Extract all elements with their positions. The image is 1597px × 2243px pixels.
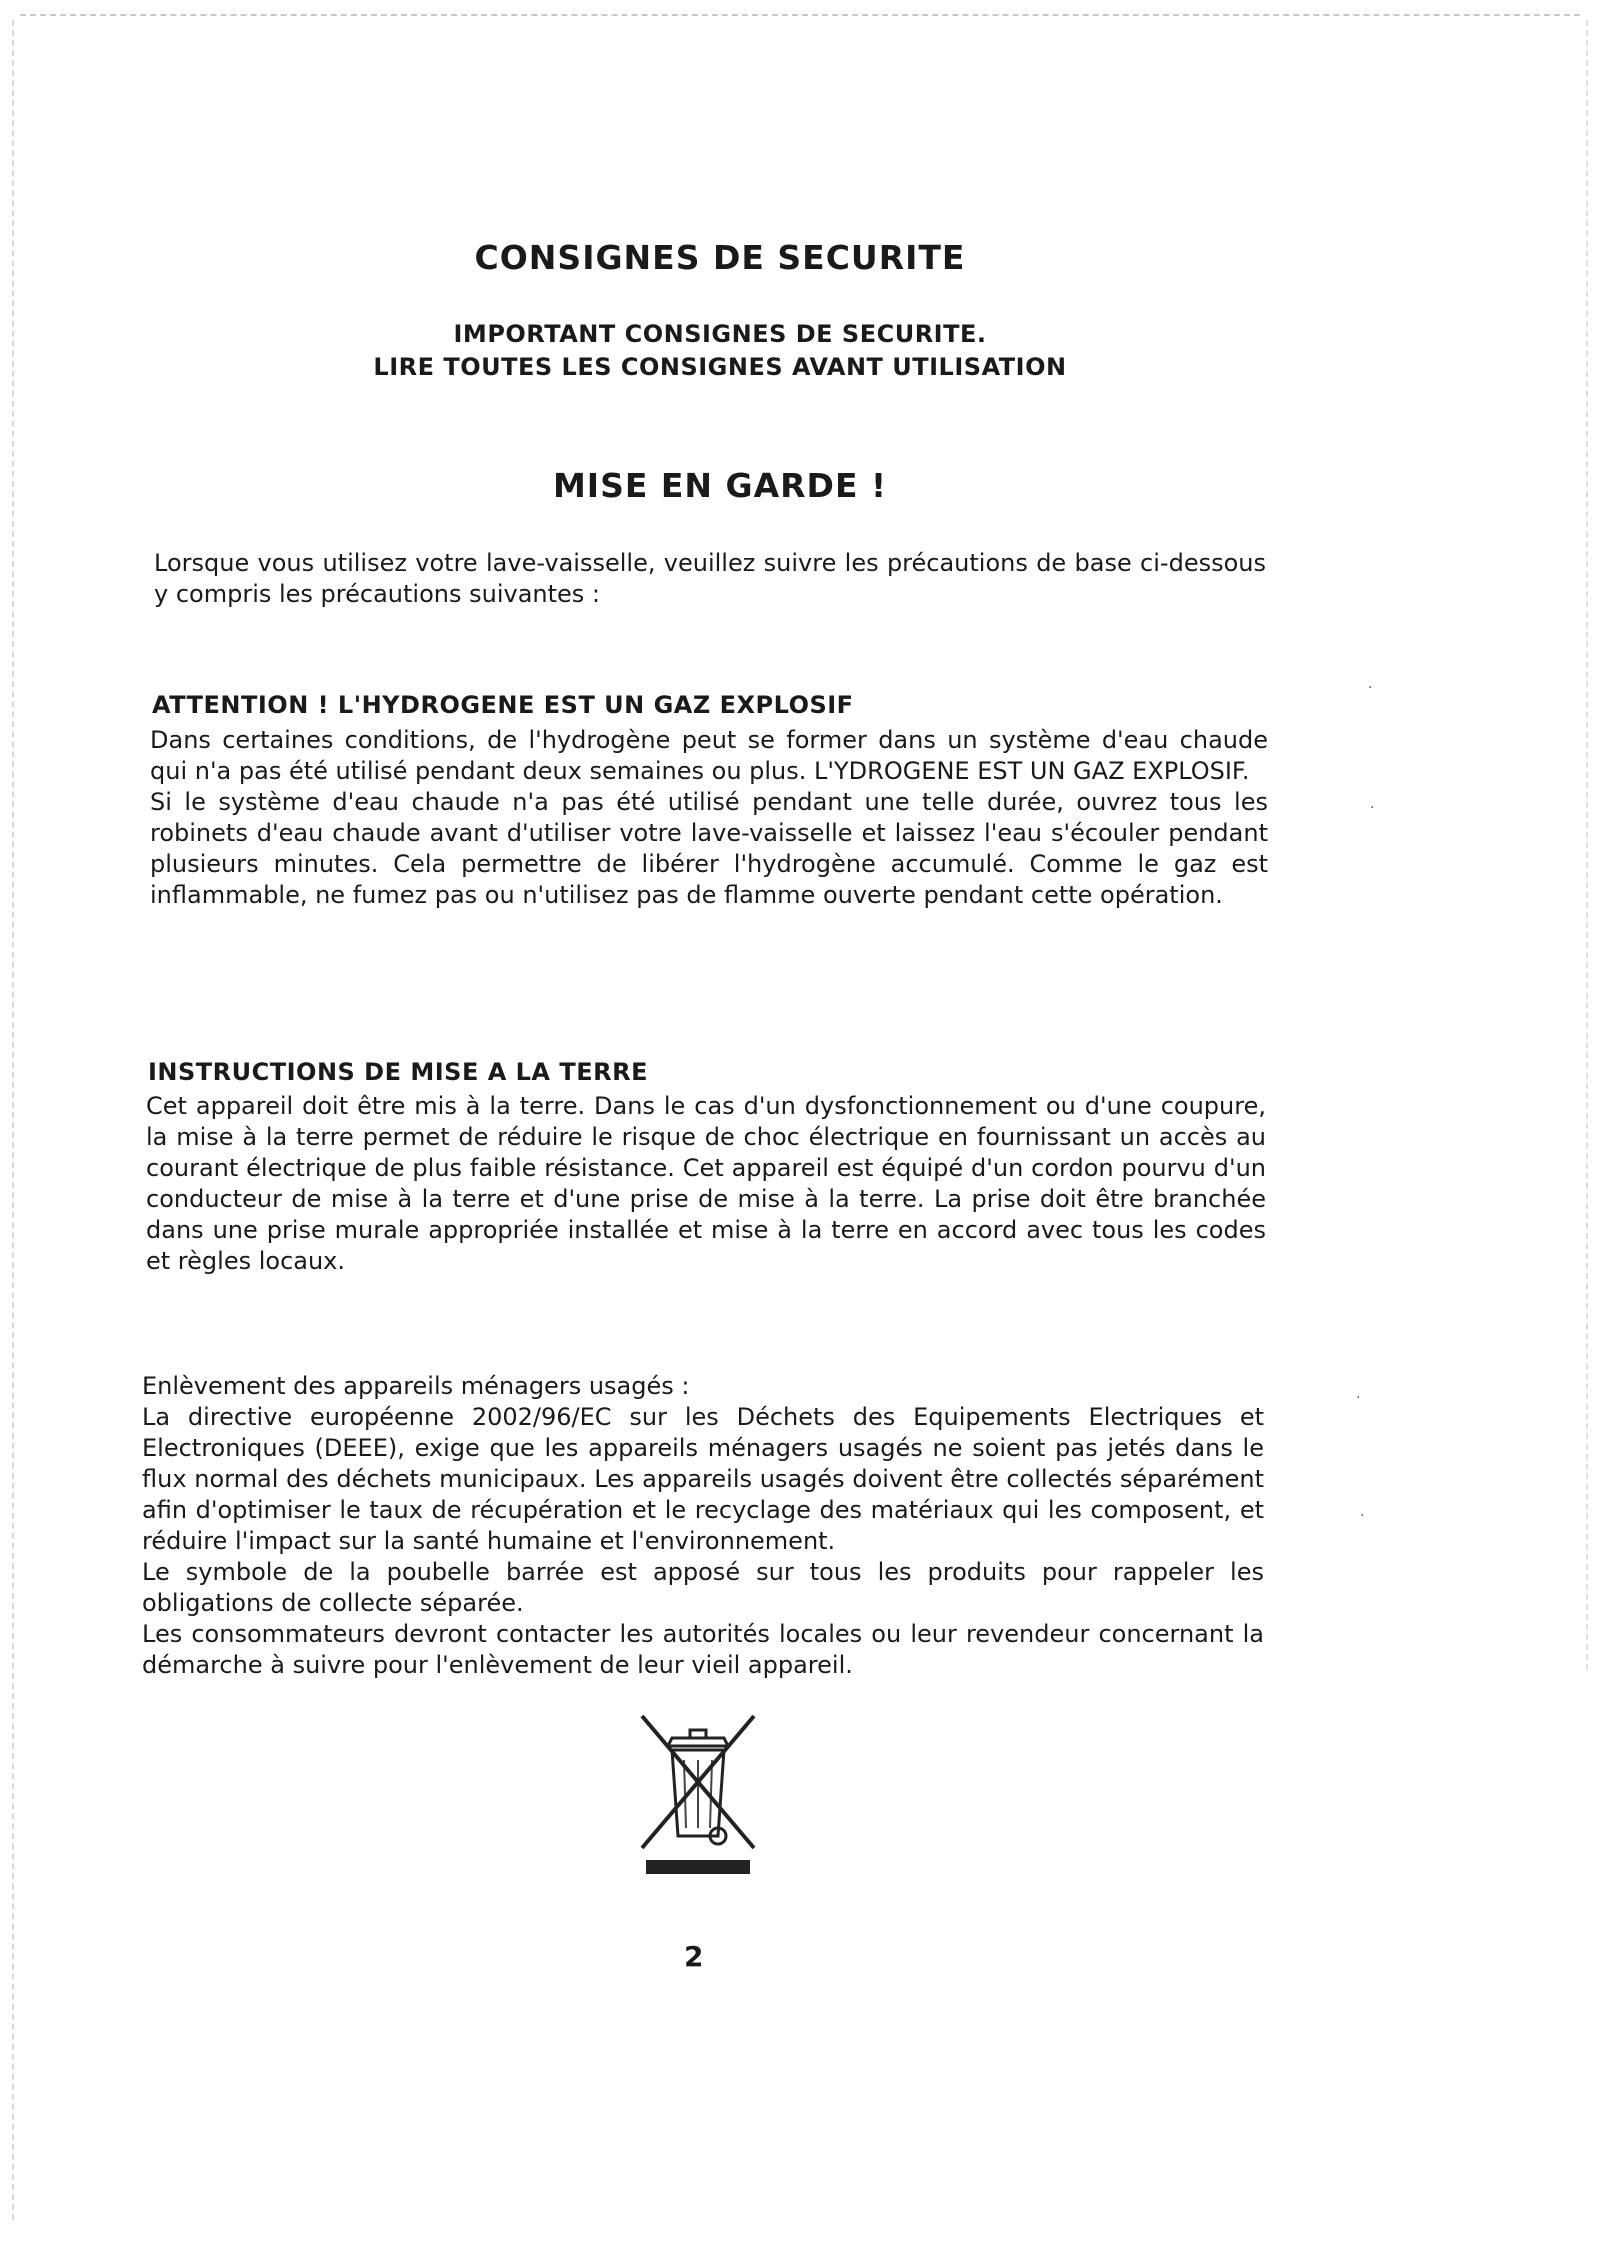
hydrogen-heading: ATTENTION ! L'HYDROGENE EST UN GAZ EXPLOSIF	[152, 691, 854, 719]
subtitle-important: IMPORTANT CONSIGNES DE SECURITE.	[453, 320, 987, 348]
disposal-paragraph-1: La directive européenne 2002/96/EC sur les Déchets des Equipements Electriques et Electroniques (DEEE), exige que les appareils ménagers usagés ne soient pas jetés dans le flux normal des déchets municipaux. Les appareils usagés doivent être collectés séparément afin d'optimiser le taux de récupération et le recyclage des matériaux qui les composent, et réduire l'impact sur la santé humaine et l'environnement.	[142, 1403, 1264, 1555]
disposal-section	[142, 1371, 1264, 1681]
hydrogen-section	[150, 725, 1268, 911]
scan-speck: ·	[1356, 1390, 1361, 1406]
disposal-paragraph-2: Le symbole de la poubelle barrée est apposé sur tous les produits pour rappeler les obligations de collecte séparée.	[142, 1558, 1264, 1617]
scan-speck: ·	[1368, 680, 1373, 696]
scan-edge-left	[12, 20, 14, 2220]
scan-speck: ·	[1360, 1508, 1365, 1524]
page-number: 2	[684, 1940, 704, 1973]
document-title: CONSIGNES DE SECURITE	[474, 238, 966, 277]
hydrogen-paragraph-2: Si le système d'eau chaude n'a pas été utilisé pendant une telle durée, ouvrez tous les robinets d'eau chaude avant d'utiliser votre lave-vaisselle et laissez l'eau s'écouler pendant plusieurs minutes. Cela permettre de libérer l'hydrogène accumulé. Comme le gaz est inflammable, ne fumez pas ou n'utilisez pas de flamme ouverte pendant cette opération.	[150, 788, 1268, 909]
scan-edge-top	[20, 14, 1580, 16]
scan-speck: ·	[1370, 800, 1375, 816]
grounding-heading: INSTRUCTIONS DE MISE A LA TERRE	[148, 1058, 648, 1086]
disposal-heading: Enlèvement des appareils ménagers usagés :	[142, 1372, 690, 1400]
warning-title: MISE EN GARDE !	[552, 466, 888, 505]
hydrogen-paragraph-1: Dans certaines conditions, de l'hydrogène peut se former dans un système d'eau chaude qui n'a pas été utilisé pendant deux semaines ou plus. L'YDROGENE EST UN GAZ EXPLOSIF.	[150, 726, 1268, 785]
grounding-paragraph: Cet appareil doit être mis à la terre. Dans le cas d'un dysfonctionnement ou d'une coupure, la mise à la terre permet de réduire le risque de choc électrique en fournissant un accès au courant électrique de plus faible résistance. Cet appareil est équipé d'un cordon pourvu d'un conducteur de mise à la terre et d'une prise de mise à la terre. La prise doit être branchée dans une prise murale appropriée installée et mise à la terre en accord avec tous les codes et règles locaux.	[146, 1092, 1266, 1275]
intro-paragraph: Lorsque vous utilisez votre lave-vaisselle, veuillez suivre les précautions de base ci-dessous y compris les précautions suivantes :	[154, 549, 1266, 608]
scan-edge-right	[1586, 20, 1588, 1670]
crossed-out-wheelie-bin-icon	[628, 1708, 768, 1878]
subtitle-read-all: LIRE TOUTES LES CONSIGNES AVANT UTILISATION	[373, 353, 1067, 381]
disposal-paragraph-3: Les consommateurs devront contacter les autorités locales ou leur revendeur concernant la démarche à suivre pour l'enlèvement de leur vieil appareil.	[142, 1620, 1264, 1679]
